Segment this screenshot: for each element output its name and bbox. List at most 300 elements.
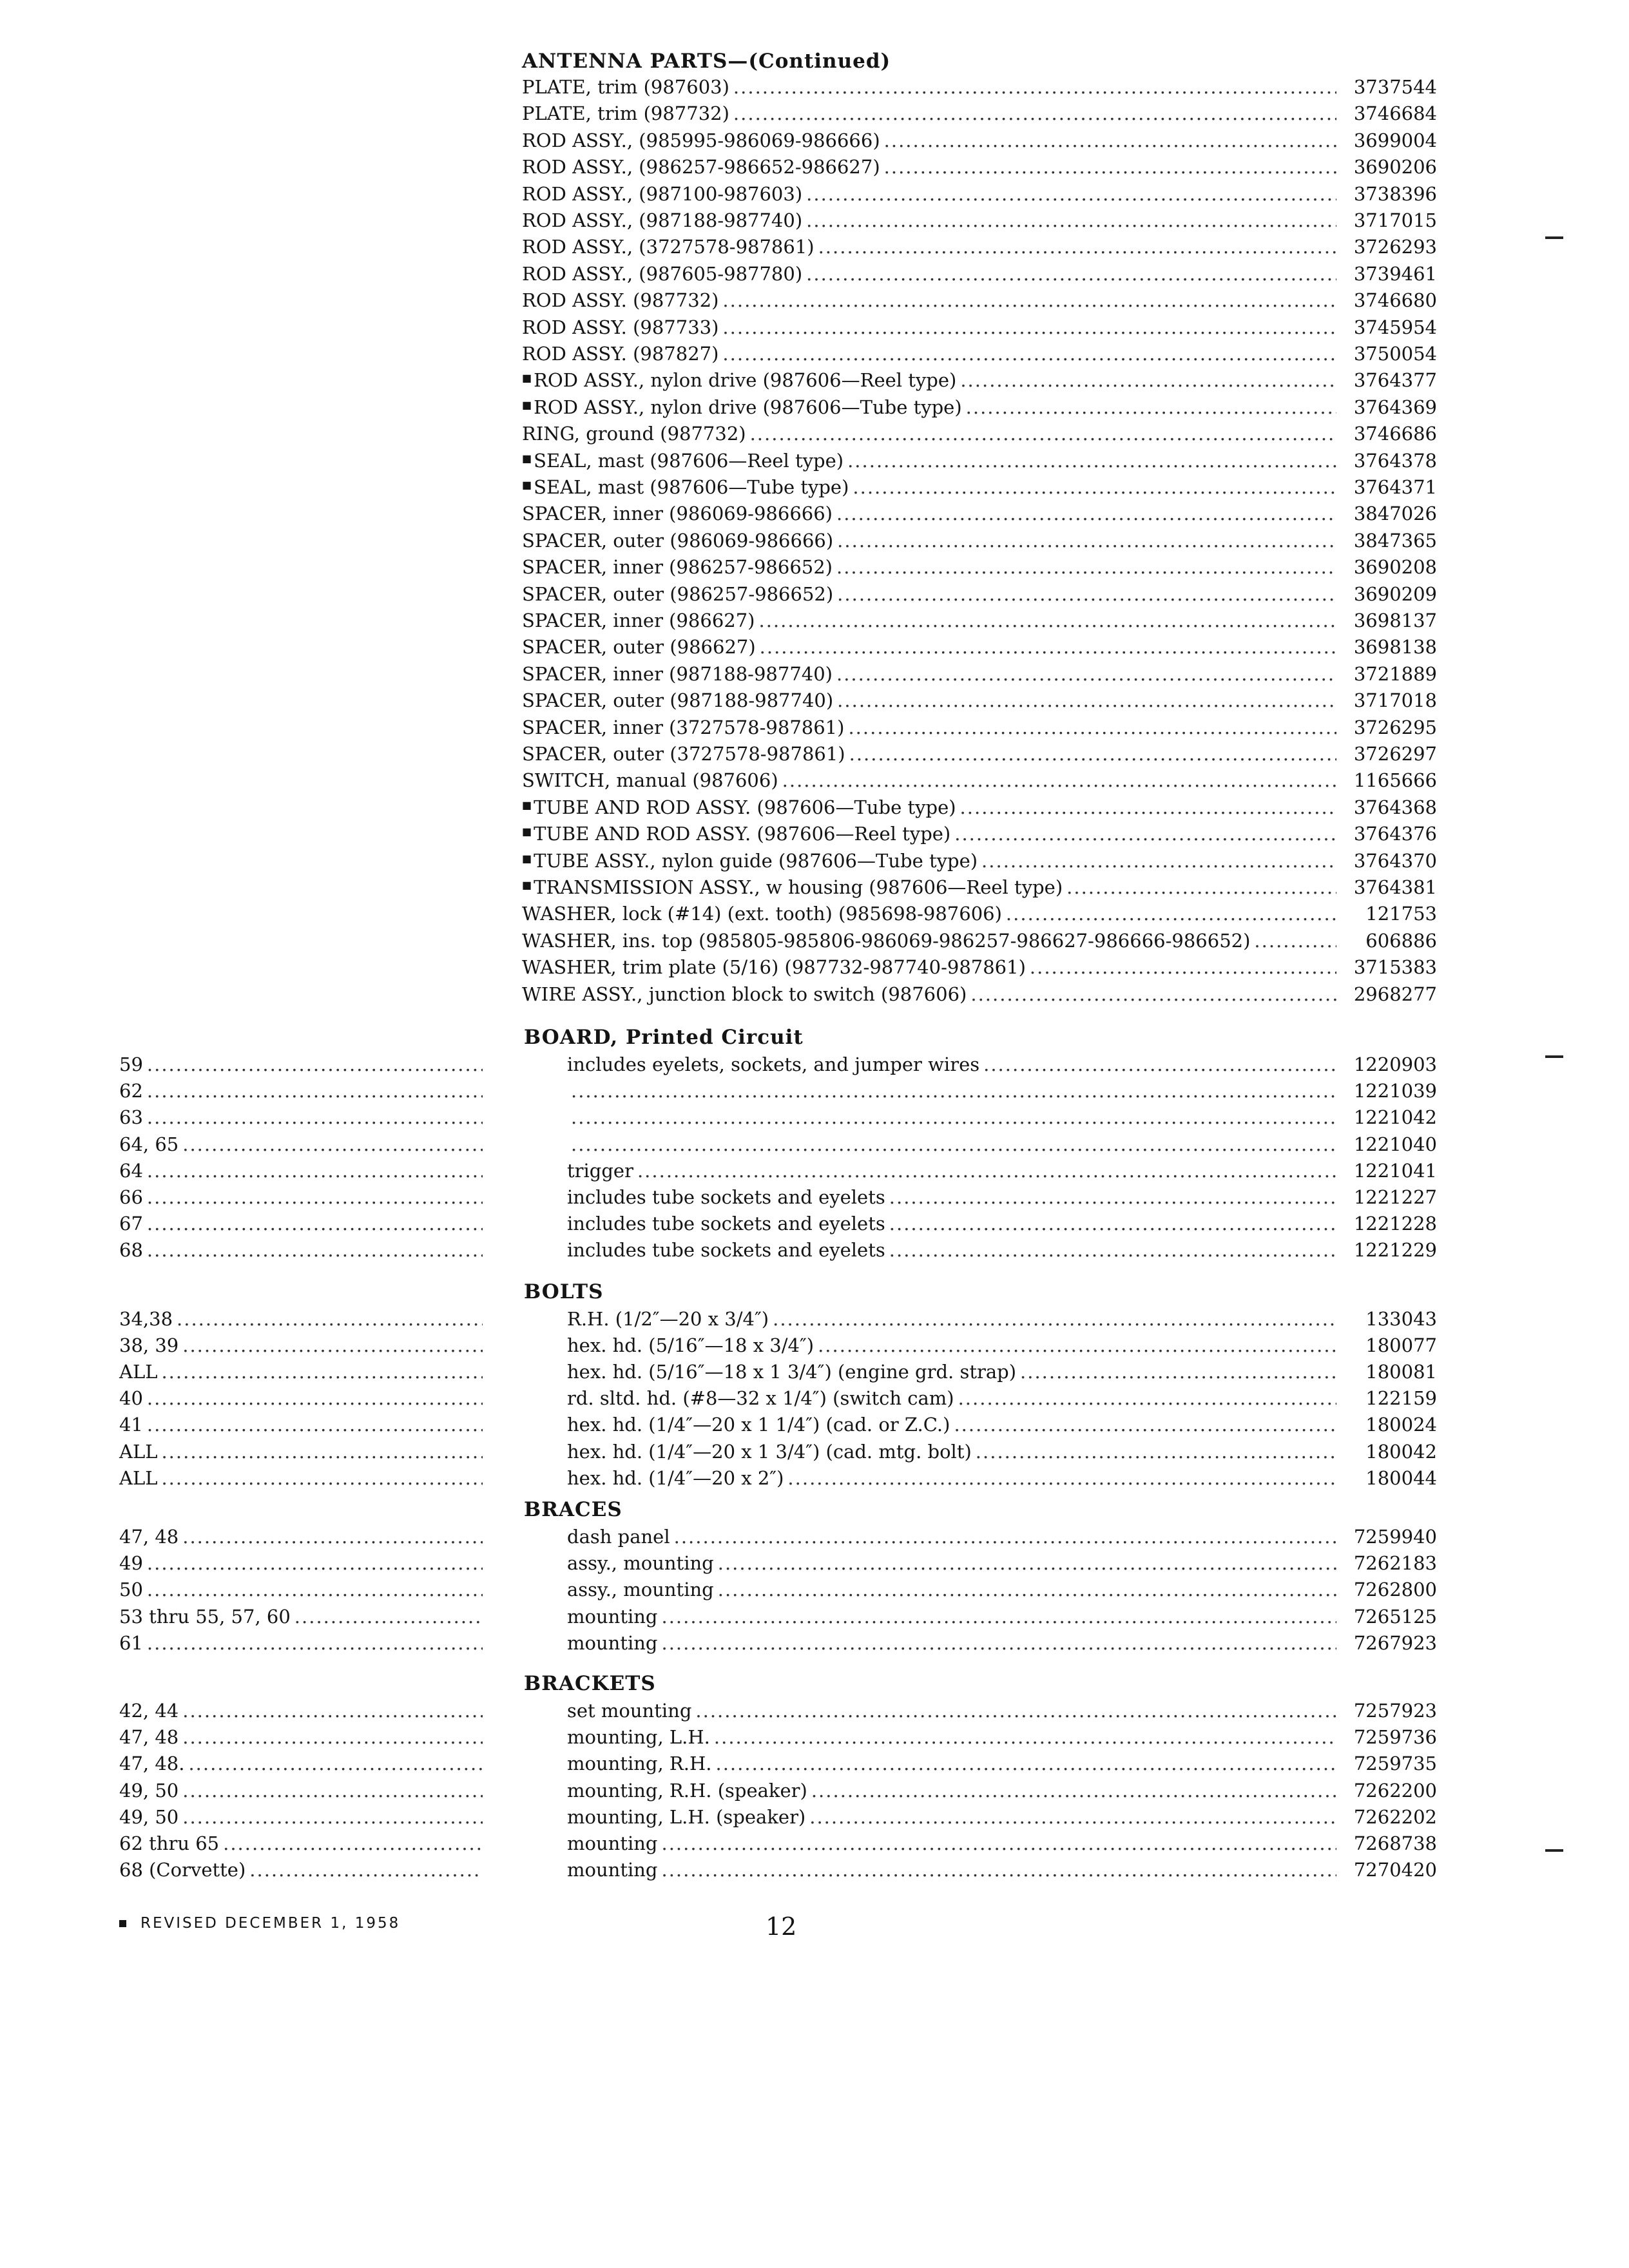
dot-leader	[714, 1724, 1336, 1750]
part-number: 3764376	[1353, 823, 1437, 845]
part-number: 7265125	[1353, 1605, 1437, 1628]
part-number: 3745954	[1353, 316, 1437, 338]
part-number: 7259736	[1353, 1726, 1437, 1749]
part-description: ROD ASSY., (987188-987740)	[522, 209, 803, 231]
dot-leader	[848, 715, 1336, 740]
parts-row	[567, 1439, 1437, 1465]
dot-leader	[147, 1577, 483, 1602]
model-row	[119, 1131, 487, 1157]
revised-marker: ■	[522, 452, 532, 465]
model-reference: 61	[119, 1631, 143, 1654]
part-number: 1221228	[1353, 1213, 1437, 1235]
model-row	[119, 1306, 487, 1332]
model-row	[119, 1465, 487, 1491]
dot-leader	[836, 501, 1336, 526]
part-number: 180077	[1365, 1334, 1437, 1357]
parts-row	[522, 954, 1437, 980]
part-number: 3764371	[1353, 476, 1437, 498]
parts-row	[522, 874, 1437, 900]
dot-leader	[147, 1078, 483, 1104]
dot-leader	[884, 154, 1336, 180]
part-number: 3737544	[1353, 76, 1437, 98]
part-description: ROD ASSY. (987733)	[522, 316, 719, 338]
model-row	[119, 1577, 487, 1602]
part-number: 1221042	[1353, 1106, 1437, 1129]
model-row	[119, 1724, 487, 1750]
parts-row	[522, 901, 1437, 927]
part-number: 1221039	[1353, 1080, 1437, 1102]
parts-row	[522, 207, 1437, 233]
parts-row	[567, 1698, 1437, 1724]
dot-leader	[161, 1439, 483, 1465]
dot-leader	[147, 1385, 483, 1411]
part-description: SPACER, inner (986257-986652)	[522, 556, 833, 579]
part-number: 3847365	[1353, 529, 1437, 552]
part-description: mounting, R.H.	[567, 1753, 712, 1775]
part-description: mounting, L.H.	[567, 1726, 710, 1749]
dot-leader	[1020, 1359, 1336, 1385]
model-row	[119, 1550, 487, 1576]
model-row	[119, 1524, 487, 1550]
dot-leader	[809, 1804, 1336, 1830]
model-row	[119, 1359, 487, 1385]
dot-leader	[1254, 928, 1336, 954]
model-row	[119, 1412, 487, 1437]
part-description: ROD ASSY., (987605-987780)	[522, 262, 803, 285]
dot-leader	[983, 1052, 1336, 1077]
dot-leader	[161, 1359, 483, 1385]
dot-leader	[147, 1550, 483, 1576]
model-reference: 67	[119, 1213, 143, 1235]
part-description: ■ TRANSMISSION ASSY., w housing (987606—Reel type)	[522, 876, 1063, 898]
part-number: 3750054	[1353, 343, 1437, 365]
part-description: ■ SEAL, mast (987606—Reel type)	[522, 449, 844, 472]
parts-row	[522, 74, 1437, 100]
part-number: 133043	[1365, 1308, 1437, 1330]
model-reference: 68	[119, 1239, 143, 1262]
dot-leader	[818, 1332, 1336, 1358]
dot-leader	[147, 1237, 483, 1263]
parts-row	[522, 715, 1437, 740]
dot-leader	[661, 1831, 1336, 1856]
part-number: 1221040	[1353, 1133, 1437, 1155]
part-number: 7268738	[1353, 1832, 1437, 1854]
dot-leader	[722, 314, 1336, 340]
parts-row	[567, 1412, 1437, 1437]
parts-row	[522, 794, 1437, 820]
part-description: hex. hd. (5/16″—18 x 1 3/4″) (engine grd. strap)	[567, 1361, 1017, 1383]
part-description: SPACER, inner (986069-986666)	[522, 503, 833, 525]
dot-leader	[836, 661, 1336, 687]
part-number: 3738396	[1353, 182, 1437, 205]
part-number: 3726297	[1353, 743, 1437, 765]
part-description: includes tube sockets and eyelets	[567, 1239, 885, 1262]
parts-row	[522, 528, 1437, 553]
parts-row	[522, 821, 1437, 847]
part-number: 3764370	[1353, 849, 1437, 872]
part-description: WASHER, ins. top (985805-985806-986069-986257-986627-986666-986652)	[522, 929, 1251, 952]
part-description: WASHER, lock (#14) (ext. tooth) (985698-987606)	[522, 903, 1002, 925]
part-description: mounting	[567, 1859, 658, 1881]
dot-leader	[182, 1524, 483, 1550]
model-row	[119, 1831, 487, 1856]
braces-heading: BRACES	[524, 1498, 622, 1521]
model-reference: 63	[119, 1106, 143, 1129]
part-description: ROD ASSY. (987827)	[522, 343, 719, 365]
part-number: 3721889	[1353, 662, 1437, 685]
dot-leader	[1030, 954, 1336, 980]
model-reference: 49, 50	[119, 1805, 179, 1828]
dot-leader	[981, 848, 1336, 874]
part-description: PLATE, trim (987603)	[522, 76, 729, 98]
dot-leader	[147, 1052, 483, 1077]
dot-leader	[1066, 874, 1336, 900]
model-reference: 49, 50	[119, 1779, 179, 1802]
part-number: 7262183	[1353, 1552, 1437, 1575]
dot-leader	[718, 1577, 1336, 1602]
part-number: 3764369	[1353, 396, 1437, 418]
dot-leader	[884, 128, 1336, 153]
dot-leader	[718, 1550, 1336, 1576]
model-reference: 49	[119, 1552, 143, 1575]
revision-text: REVISED DECEMBER 1, 1958	[140, 1915, 401, 1932]
part-number: 7257923	[1353, 1700, 1437, 1722]
dot-leader	[889, 1237, 1336, 1263]
parts-row	[567, 1104, 1437, 1130]
part-description: SPACER, outer (986627)	[522, 636, 756, 658]
dot-leader	[147, 1158, 483, 1184]
model-row	[119, 1385, 487, 1411]
dot-leader	[976, 1439, 1336, 1465]
part-number: 180042	[1365, 1440, 1437, 1463]
model-row	[119, 1857, 487, 1883]
parts-row	[522, 287, 1437, 313]
parts-row	[567, 1359, 1437, 1385]
part-number: 3764368	[1353, 796, 1437, 818]
parts-row	[522, 101, 1437, 126]
dot-leader	[177, 1306, 483, 1332]
part-number: 3726295	[1353, 716, 1437, 738]
parts-row	[522, 661, 1437, 687]
model-reference: 50	[119, 1579, 143, 1601]
dot-leader	[889, 1211, 1336, 1236]
dot-leader	[571, 1131, 1336, 1157]
parts-row	[567, 1465, 1437, 1491]
part-description: mounting, L.H. (speaker)	[567, 1805, 806, 1828]
part-number: 7259940	[1353, 1526, 1437, 1548]
brackets-heading: BRACKETS	[524, 1672, 656, 1695]
model-reference: 47, 48.	[119, 1753, 185, 1775]
dot-leader	[954, 1412, 1336, 1437]
part-description: mounting, R.H. (speaker)	[567, 1779, 807, 1802]
parts-row	[522, 687, 1437, 713]
parts-row	[567, 1332, 1437, 1358]
part-number: 3764377	[1353, 369, 1437, 392]
parts-row	[522, 501, 1437, 526]
model-reference: 47, 48	[119, 1726, 179, 1749]
part-number: 1221041	[1353, 1159, 1437, 1182]
model-row	[119, 1211, 487, 1236]
model-row	[119, 1237, 487, 1263]
model-row	[119, 1778, 487, 1803]
dot-leader	[147, 1211, 483, 1236]
dot-leader	[773, 1306, 1336, 1332]
part-description: ■ TUBE AND ROD ASSY. (987606—Tube type)	[522, 796, 956, 818]
part-number: 7270420	[1353, 1859, 1437, 1881]
dot-leader	[853, 474, 1336, 500]
revised-marker: ■	[522, 372, 532, 385]
part-number: 7262202	[1353, 1805, 1437, 1828]
parts-row	[567, 1131, 1437, 1157]
margin-mark	[1545, 236, 1563, 239]
model-reference: 41	[119, 1414, 143, 1436]
revised-marker: ■	[522, 479, 532, 491]
revised-marker: ■	[522, 798, 532, 811]
dot-leader	[960, 794, 1336, 820]
part-number: 180024	[1365, 1414, 1437, 1436]
part-description: ■ ROD ASSY., nylon drive (987606—Reel type)	[522, 369, 957, 392]
dot-leader	[161, 1465, 483, 1491]
dot-leader	[182, 1698, 483, 1724]
dot-leader	[960, 367, 1336, 393]
part-number: 3764381	[1353, 876, 1437, 898]
parts-row	[522, 154, 1437, 180]
model-row	[119, 1104, 487, 1130]
parts-row	[522, 581, 1437, 607]
parts-row	[567, 1724, 1437, 1750]
part-number: 180044	[1365, 1466, 1437, 1489]
dot-leader	[661, 1630, 1336, 1656]
parts-row	[567, 1550, 1437, 1576]
antenna-parts-heading: ANTENNA PARTS—(Continued)	[522, 50, 891, 73]
part-number: 121753	[1365, 903, 1437, 925]
part-description: PLATE, trim (987732)	[522, 102, 729, 125]
margin-mark	[1545, 1055, 1563, 1058]
parts-row	[522, 848, 1437, 874]
model-reference: ALL	[119, 1361, 158, 1383]
part-description: RING, ground (987732)	[522, 423, 746, 445]
part-description: ROD ASSY. (987732)	[522, 289, 719, 312]
parts-row	[567, 1078, 1437, 1104]
dot-leader	[970, 981, 1336, 1007]
part-description: assy., mounting	[567, 1552, 714, 1575]
model-row	[119, 1158, 487, 1184]
parts-row	[567, 1778, 1437, 1803]
model-reference: ALL	[119, 1466, 158, 1489]
dot-leader	[715, 1751, 1336, 1776]
dot-leader	[661, 1604, 1336, 1629]
dot-leader	[806, 207, 1336, 233]
parts-row	[522, 394, 1437, 420]
dot-leader	[188, 1751, 483, 1776]
part-number: 1220903	[1353, 1053, 1437, 1075]
dot-leader	[571, 1104, 1336, 1130]
part-description: includes tube sockets and eyelets	[567, 1186, 885, 1208]
part-description: ROD ASSY., (986257-986652-986627)	[522, 156, 880, 178]
parts-row	[522, 314, 1437, 340]
parts-row	[567, 1052, 1437, 1077]
part-number: 3698138	[1353, 636, 1437, 658]
dot-leader	[147, 1630, 483, 1656]
parts-row	[522, 341, 1437, 367]
dot-leader	[837, 581, 1336, 607]
part-description: WASHER, trim plate (5/16) (987732-987740-987861)	[522, 956, 1026, 979]
part-description: ROD ASSY., (3727578-987861)	[522, 236, 815, 258]
dot-leader	[806, 261, 1336, 287]
model-reference: 42, 44	[119, 1700, 179, 1722]
part-description: includes eyelets, sockets, and jumper wires	[567, 1053, 980, 1075]
model-row	[119, 1604, 487, 1629]
parts-row	[522, 474, 1437, 500]
part-number: 3726293	[1353, 236, 1437, 258]
dot-leader	[849, 741, 1336, 767]
part-description: SPACER, outer (986069-986666)	[522, 529, 834, 552]
dot-leader	[637, 1158, 1336, 1184]
dot-leader	[571, 1078, 1336, 1104]
part-description: SPACER, inner (3727578-987861)	[522, 716, 845, 738]
model-reference: 62	[119, 1080, 143, 1102]
model-reference: 53 thru 55, 57, 60	[119, 1605, 291, 1628]
dot-leader	[782, 767, 1336, 793]
part-number: 3847026	[1353, 503, 1437, 525]
parts-row	[522, 554, 1437, 580]
part-description: hex. hd. (5/16″—18 x 3/4″)	[567, 1334, 815, 1357]
part-description: WIRE ASSY., junction block to switch (987606)	[522, 983, 967, 1005]
parts-row	[567, 1184, 1437, 1210]
part-description: ROD ASSY., (985995-986069-986666)	[522, 129, 880, 151]
dot-leader	[147, 1412, 483, 1437]
part-description: hex. hd. (1/4″—20 x 1 3/4″) (cad. mtg. bolt)	[567, 1440, 972, 1463]
dot-leader	[818, 234, 1336, 260]
revision-note	[119, 1910, 400, 1936]
parts-row	[522, 608, 1437, 633]
model-reference: 47, 48	[119, 1526, 179, 1548]
model-row	[119, 1804, 487, 1830]
model-reference: 64, 65	[119, 1133, 179, 1155]
model-reference: ALL	[119, 1440, 158, 1463]
part-description: trigger	[567, 1159, 633, 1182]
parts-row	[567, 1306, 1437, 1332]
dot-leader	[806, 181, 1336, 207]
dot-leader	[182, 1724, 483, 1750]
part-description: assy., mounting	[567, 1579, 714, 1601]
part-description: rd. sltd. hd. (#8—32 x 1/4″) (switch cam)	[567, 1387, 954, 1410]
parts-row	[567, 1751, 1437, 1776]
dot-leader	[249, 1857, 483, 1883]
part-number: 3746684	[1353, 102, 1437, 125]
part-number: 180081	[1365, 1361, 1437, 1383]
parts-row	[522, 981, 1437, 1007]
part-number: 3698137	[1353, 610, 1437, 631]
parts-row	[567, 1577, 1437, 1602]
part-description: mounting	[567, 1832, 658, 1854]
parts-row	[522, 261, 1437, 287]
margin-mark	[1545, 1849, 1563, 1852]
part-number: 3746680	[1353, 289, 1437, 312]
part-description: ■ SEAL, mast (987606—Tube type)	[522, 476, 849, 498]
model-row	[119, 1751, 487, 1776]
part-description: SPACER, outer (3727578-987861)	[522, 743, 845, 765]
dot-leader	[759, 608, 1337, 633]
part-description: ■ ROD ASSY., nylon drive (987606—Tube type)	[522, 396, 962, 418]
parts-row	[522, 181, 1437, 207]
part-number: 1221227	[1353, 1186, 1437, 1208]
dot-leader	[182, 1778, 483, 1803]
dot-leader	[958, 1385, 1336, 1411]
dot-leader	[223, 1831, 483, 1856]
dot-leader	[847, 448, 1336, 474]
part-number: 7262200	[1353, 1779, 1437, 1802]
part-number: 3717015	[1353, 209, 1437, 231]
model-reference: 64	[119, 1159, 143, 1182]
dot-leader	[733, 74, 1336, 100]
part-number: 3717018	[1353, 689, 1437, 712]
dot-leader	[836, 554, 1336, 580]
parts-row	[567, 1804, 1437, 1830]
dot-leader	[674, 1524, 1336, 1550]
parts-row	[567, 1158, 1437, 1184]
parts-row	[522, 767, 1437, 793]
bolts-heading: BOLTS	[524, 1280, 604, 1303]
part-number: 1165666	[1353, 769, 1437, 792]
part-number: 7262800	[1353, 1579, 1437, 1601]
model-reference: 38, 39	[119, 1334, 179, 1357]
dot-leader	[722, 287, 1336, 313]
part-description: SPACER, outer (986257-986652)	[522, 582, 834, 605]
parts-row	[567, 1237, 1437, 1263]
revision-marker-icon	[119, 1920, 126, 1927]
part-description: SPACER, inner (987188-987740)	[522, 662, 833, 685]
model-row	[119, 1052, 487, 1077]
revised-marker: ■	[522, 879, 532, 891]
dot-leader	[294, 1604, 483, 1629]
part-number: 2968277	[1353, 983, 1437, 1005]
part-number: 3746686	[1353, 423, 1437, 445]
parts-row	[522, 128, 1437, 153]
model-reference: 66	[119, 1186, 143, 1208]
parts-row	[567, 1524, 1437, 1550]
part-number: 3715383	[1353, 956, 1437, 979]
dot-leader	[837, 687, 1336, 713]
board-heading: BOARD, Printed Circuit	[524, 1026, 804, 1049]
parts-row	[522, 234, 1437, 260]
parts-row	[522, 741, 1437, 767]
dot-leader	[760, 634, 1336, 660]
revised-marker: ■	[522, 398, 532, 411]
part-description: hex. hd. (1/4″—20 x 2″)	[567, 1466, 784, 1489]
parts-row	[522, 634, 1437, 660]
model-reference: 62 thru 65	[119, 1832, 220, 1854]
dot-leader	[147, 1184, 483, 1210]
part-description: hex. hd. (1/4″—20 x 1 1/4″) (cad. or Z.C.)	[567, 1414, 950, 1436]
model-reference: 40	[119, 1387, 143, 1410]
part-description: SWITCH, manual (987606)	[522, 769, 778, 792]
part-description: set mounting	[567, 1700, 692, 1722]
part-number: 606886	[1365, 929, 1437, 952]
dot-leader	[750, 421, 1336, 447]
part-number: 3690206	[1353, 156, 1437, 178]
dot-leader	[661, 1857, 1336, 1883]
part-description: R.H. (1/2″—20 x 3/4″)	[567, 1308, 769, 1330]
parts-row	[522, 448, 1437, 474]
model-row	[119, 1332, 487, 1358]
part-description: ■ TUBE AND ROD ASSY. (987606—Reel type)	[522, 823, 951, 845]
model-reference: 68 (Corvette)	[119, 1859, 246, 1881]
dot-leader	[811, 1778, 1336, 1803]
dot-leader	[182, 1131, 483, 1157]
page-number: 12	[766, 1912, 797, 1941]
revised-marker: ■	[522, 852, 532, 865]
